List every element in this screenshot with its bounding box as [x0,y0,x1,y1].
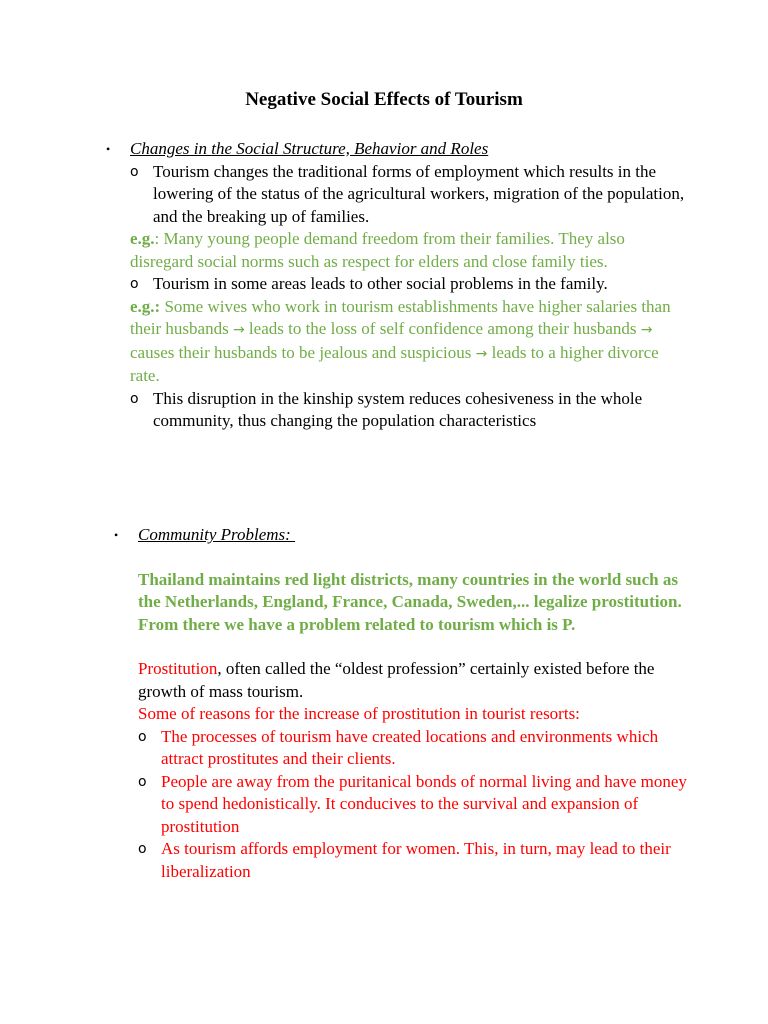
item-text: As tourism affords employment for women. This, in turn, may lead to their liberalization [161,839,671,881]
example-label: e.g. [130,229,155,248]
section-heading-community-problems [114,524,698,547]
list-item [130,161,690,229]
circle-bullet-icon: o [138,773,147,790]
item-text: Tourism in some areas leads to other social problems in the family. [153,274,608,293]
arrow-right-icon: → [475,345,488,362]
example-text: leads to a higher divorce rate. [130,342,659,385]
prostitution-paragraph [138,658,698,703]
bullet-icon: • [106,142,111,156]
arrow-right-icon: → [640,322,653,338]
list-item [138,726,698,771]
item-text: People are away from the puritanical bonds of normal living and have money to spend hedonistically. It conducives to the survival and expansion of prostitution [161,771,687,836]
list-item [130,388,690,433]
reasons-intro: Some of reasons for the increase of prostitution in tourist resorts: [138,704,580,723]
spacer [138,547,698,569]
circle-bullet-icon: o [138,841,147,857]
list-item [130,273,690,296]
section-community-problems [114,524,698,883]
prostitution-word: Prostitution [138,659,218,678]
bullet-icon: • [114,528,119,542]
circle-bullet-icon: o [130,390,139,407]
paragraph-text: , often called the “oldest profession” certainly existed before the growth of mass tourism. [138,659,655,701]
item-text: This disruption in the kinship system reduces cohesiveness in the whole community, thus changing the population characteristics [153,388,643,430]
list-item [138,838,698,883]
item-text: Tourism changes the traditional forms of employment which results in the lowering of the status of the agricultural workers, migration of the population, and the breaking up of families. [153,161,685,226]
circle-bullet-icon: o [130,163,139,180]
section-social-structure [106,138,690,433]
list-item [138,771,698,839]
arrow-right-icon: → [232,322,245,338]
section-heading-social-structure [106,138,690,161]
spacer [138,636,698,658]
example-label: e.g.: [130,296,161,316]
circle-bullet-icon: o [130,276,139,292]
heading-text: Changes in the Social Structure, Behavior and Roles [130,139,489,158]
circle-bullet-icon: o [138,728,147,745]
item-text: The processes of tourism have created locations and environments which attract prostitutes and their clients. [161,726,659,768]
green-paragraph: Thailand maintains red light districts, many countries in the world such as the Netherlands, England, France, Canada, Sweden,... legalize prostitution. [138,569,682,611]
document-title: Negative Social Effects of Tourism [245,89,523,110]
example-text: leads to the loss of self confidence among their husbands [244,319,641,338]
heading-text: Community Problems: [138,525,296,544]
example-paragraph [130,296,690,388]
example-text: Some wives who work in tourism establishments have higher salaries than their husbands [130,296,671,338]
example-text: : Many young people demand freedom from their families. They also disregard social norms such as respect for elders and close family ties. [130,229,625,271]
example-paragraph [130,228,690,273]
example-text: causes their husbands to be jealous and suspicious [130,342,476,362]
green-paragraph: From there we have a problem related to tourism which is P. [138,614,576,634]
